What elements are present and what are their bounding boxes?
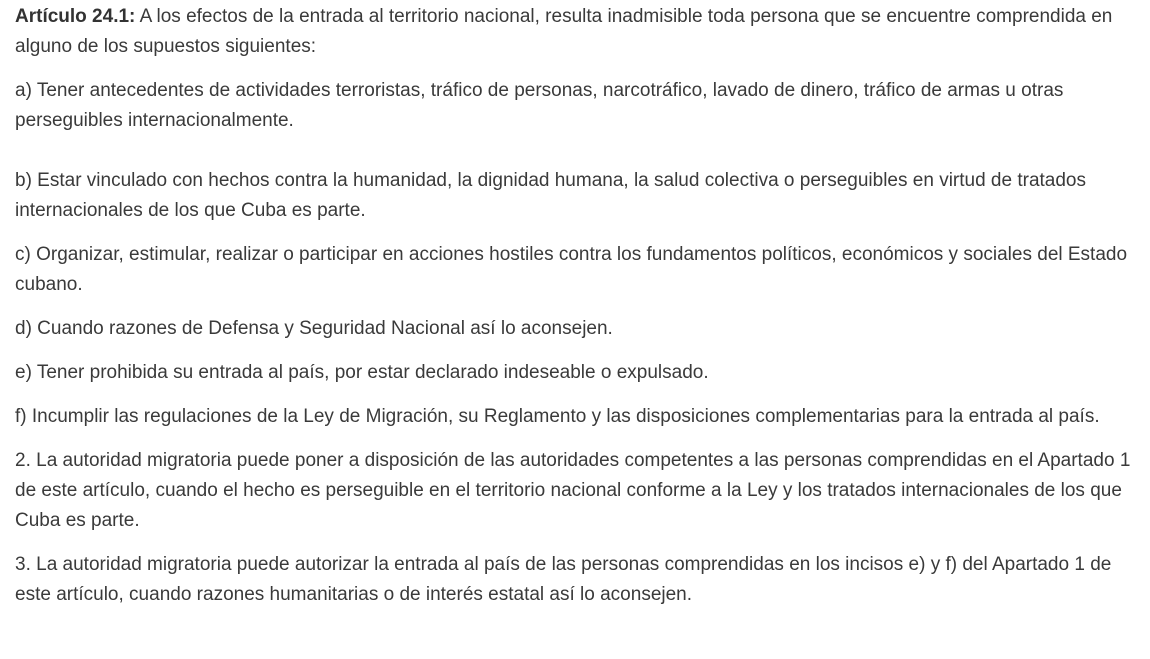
item-e: e) Tener prohibida su entrada al país, por estar declarado indeseable o expulsado. <box>15 362 709 383</box>
item-d: d) Cuando razones de Defensa y Seguridad Nacional así lo aconsejen. <box>15 318 613 339</box>
item-f: f) Incumplir las regulaciones de la Ley de Migración, su Reglamento y las disposiciones complementarias para la entrada al país. <box>15 406 1100 427</box>
article-label: Artículo 24.1: <box>15 6 136 27</box>
item-c: c) Organizar, estimular, realizar o participar en acciones hostiles contra los fundamentos políticos, económicos y sociales del Estado cubano. <box>15 244 1128 295</box>
item-b: b) Estar vinculado con hechos contra la humanidad, la dignidad humana, la salud colectiva o perseguibles en virtud de tratados internacionales de los que Cuba es parte. <box>15 170 1086 221</box>
clause-3: 3. La autoridad migratoria puede autorizar la entrada al país de las personas comprendidas en los incisos e) y f) del Apartado 1 de este artículo, cuando razones humanitarias o de interés estatal así lo aconsejen. <box>15 554 1112 605</box>
item-a: a) Tener antecedentes de actividades terroristas, tráfico de personas, narcotráfico, lavado de dinero, tráfico de armas u otras perseguibles internacionalmente. <box>15 80 1064 131</box>
article-intro-text: A los efectos de la entrada al territorio nacional, resulta inadmisible toda persona que se encuentre comprendida en alguno de los supuestos siguientes: <box>15 6 1113 57</box>
article-intro-paragraph <box>15 2 1144 62</box>
clause-2: 2. La autoridad migratoria puede poner a disposición de las autoridades competentes a las personas comprendidas en el Apartado 1 de este artículo, cuando el hecho es perseguible en el territorio nacional conforme a la Ley y los tratados internacionales de los que Cuba es parte. <box>15 450 1131 531</box>
